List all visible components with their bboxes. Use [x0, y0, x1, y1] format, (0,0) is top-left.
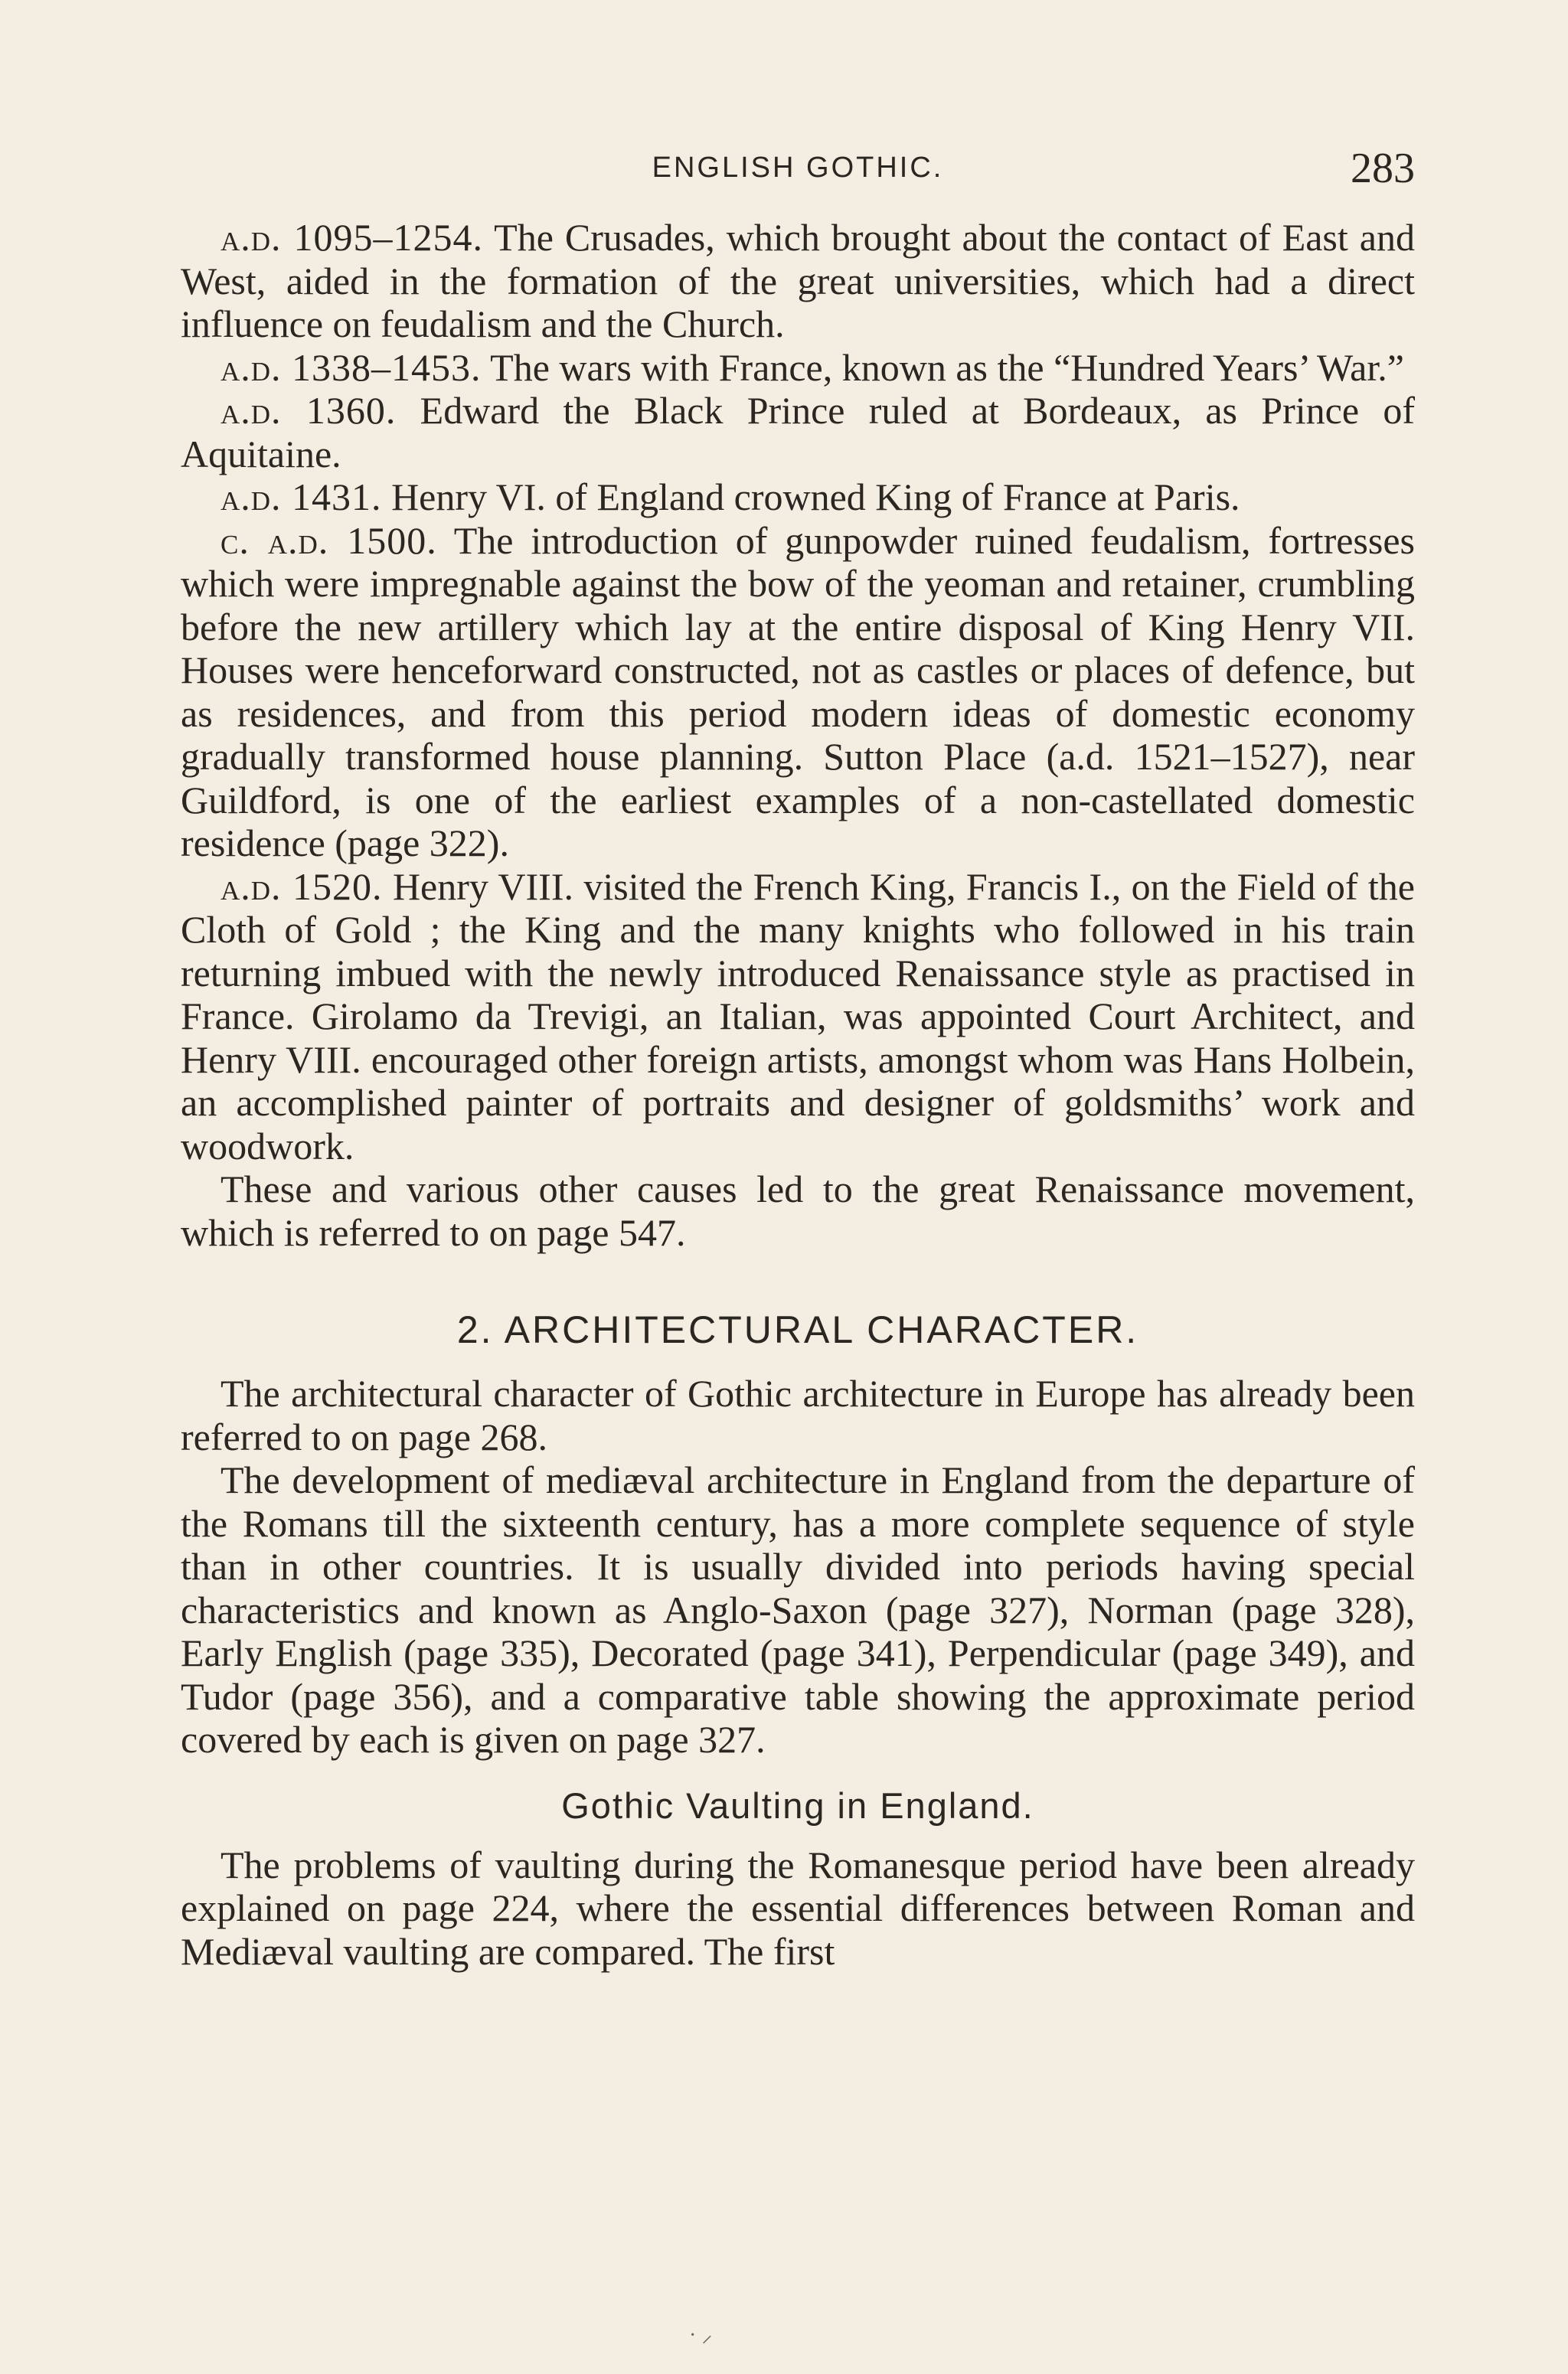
entry-text: Henry VI. of England crowned King of France at Paris. [381, 475, 1240, 518]
page-number: 283 [1351, 145, 1415, 192]
entry-date: a.d. 1338–1453. [220, 345, 482, 389]
entry-paragraph [181, 389, 1415, 475]
entry-date: c. a.d. 1500. [220, 518, 437, 562]
entry-paragraph [181, 519, 1415, 865]
section-paragraph: The development of mediæval architecture in England from the departure of the Romans till the sixteenth century, has a more complete sequence of style than in other countries. It is usually divided into periods having special characteristics and known as Anglo-Saxon (page 327), Norman (page 328), Early English (page 335), Decorated (page 341), Perpendicular (page 349), and Tudor (page 356), and a comparative table showing the approximate period covered by each is given on page 327. [181, 1458, 1415, 1761]
subsection-heading: Gothic Vaulting in England. [561, 1785, 1034, 1826]
footer-mark: · ⸝ [689, 2323, 713, 2347]
entry-date: a.d. 1431. [220, 475, 382, 518]
running-title: ENGLISH GOTHIC. [652, 152, 944, 184]
closing-paragraph: These and various other causes led to the great Renaissance movement, which is referred to on page 547. [181, 1167, 1415, 1254]
page-header [181, 144, 1415, 198]
entry-date: a.d. 1520. [220, 864, 383, 908]
entry-text: The wars with France, known as the “Hundred Years’ War.” [481, 345, 1404, 389]
entry-paragraph [181, 216, 1415, 346]
entry-text: The introduction of gunpowder ruined feudalism, fortresses which were impregnable against the bow of the yeoman and retainer, crumbling before the new artillery which lay at the entire disposal of King Henry VII. Houses were henceforward constructed, not as castles or places of defence, but as residences, and from this period modern ideas of domestic economy gradually transformed house planning. Sutton Place (a.d. 1521–1527), near Guildford, is one of the earliest examples of a non-castellated domestic residence (page 322). [181, 518, 1415, 864]
entry-date: a.d. 1095–1254. [220, 216, 484, 259]
entry-date: a.d. 1360. [220, 389, 397, 432]
section-paragraph: The architectural character of Gothic architecture in Europe has already been referred to on page 268. [181, 1372, 1415, 1458]
entry-text: Edward the Black Prince ruled at Bordeaux, as Prince of Aquitaine. [181, 389, 1415, 475]
section-heading: 2. ARCHITECTURAL CHARACTER. [456, 1308, 1139, 1351]
entry-paragraph [181, 346, 1415, 390]
entry-text: Henry VIII. visited the French King, Francis I., on the Field of the Cloth of Gold ; the King and the many knights who followed in his train returning imbued with the newly introduced Renaissance style as practised in France. Girolamo da Trevigi, an Italian, was appointed Court Architect, and Henry VIII. encouraged other foreign artists, amongst whom was Hans Holbein, an accomplished painter of portraits and designer of goldsmiths’ work and woodwork. [181, 864, 1415, 1167]
entry-text: The Crusades, which brought about the contact of East and West, aided in the formation of the great universities, which had a direct influence on feudalism and the Church. [181, 216, 1415, 345]
entry-paragraph [181, 865, 1415, 1168]
subsection-paragraph: The problems of vaulting during the Romanesque period have been already explained on page 224, where the essential differences between Roman and Mediæval vaulting are compared. The first [181, 1843, 1415, 1973]
spacer [181, 1254, 1415, 1308]
entry-paragraph [181, 475, 1415, 519]
page-body [181, 216, 1415, 1973]
